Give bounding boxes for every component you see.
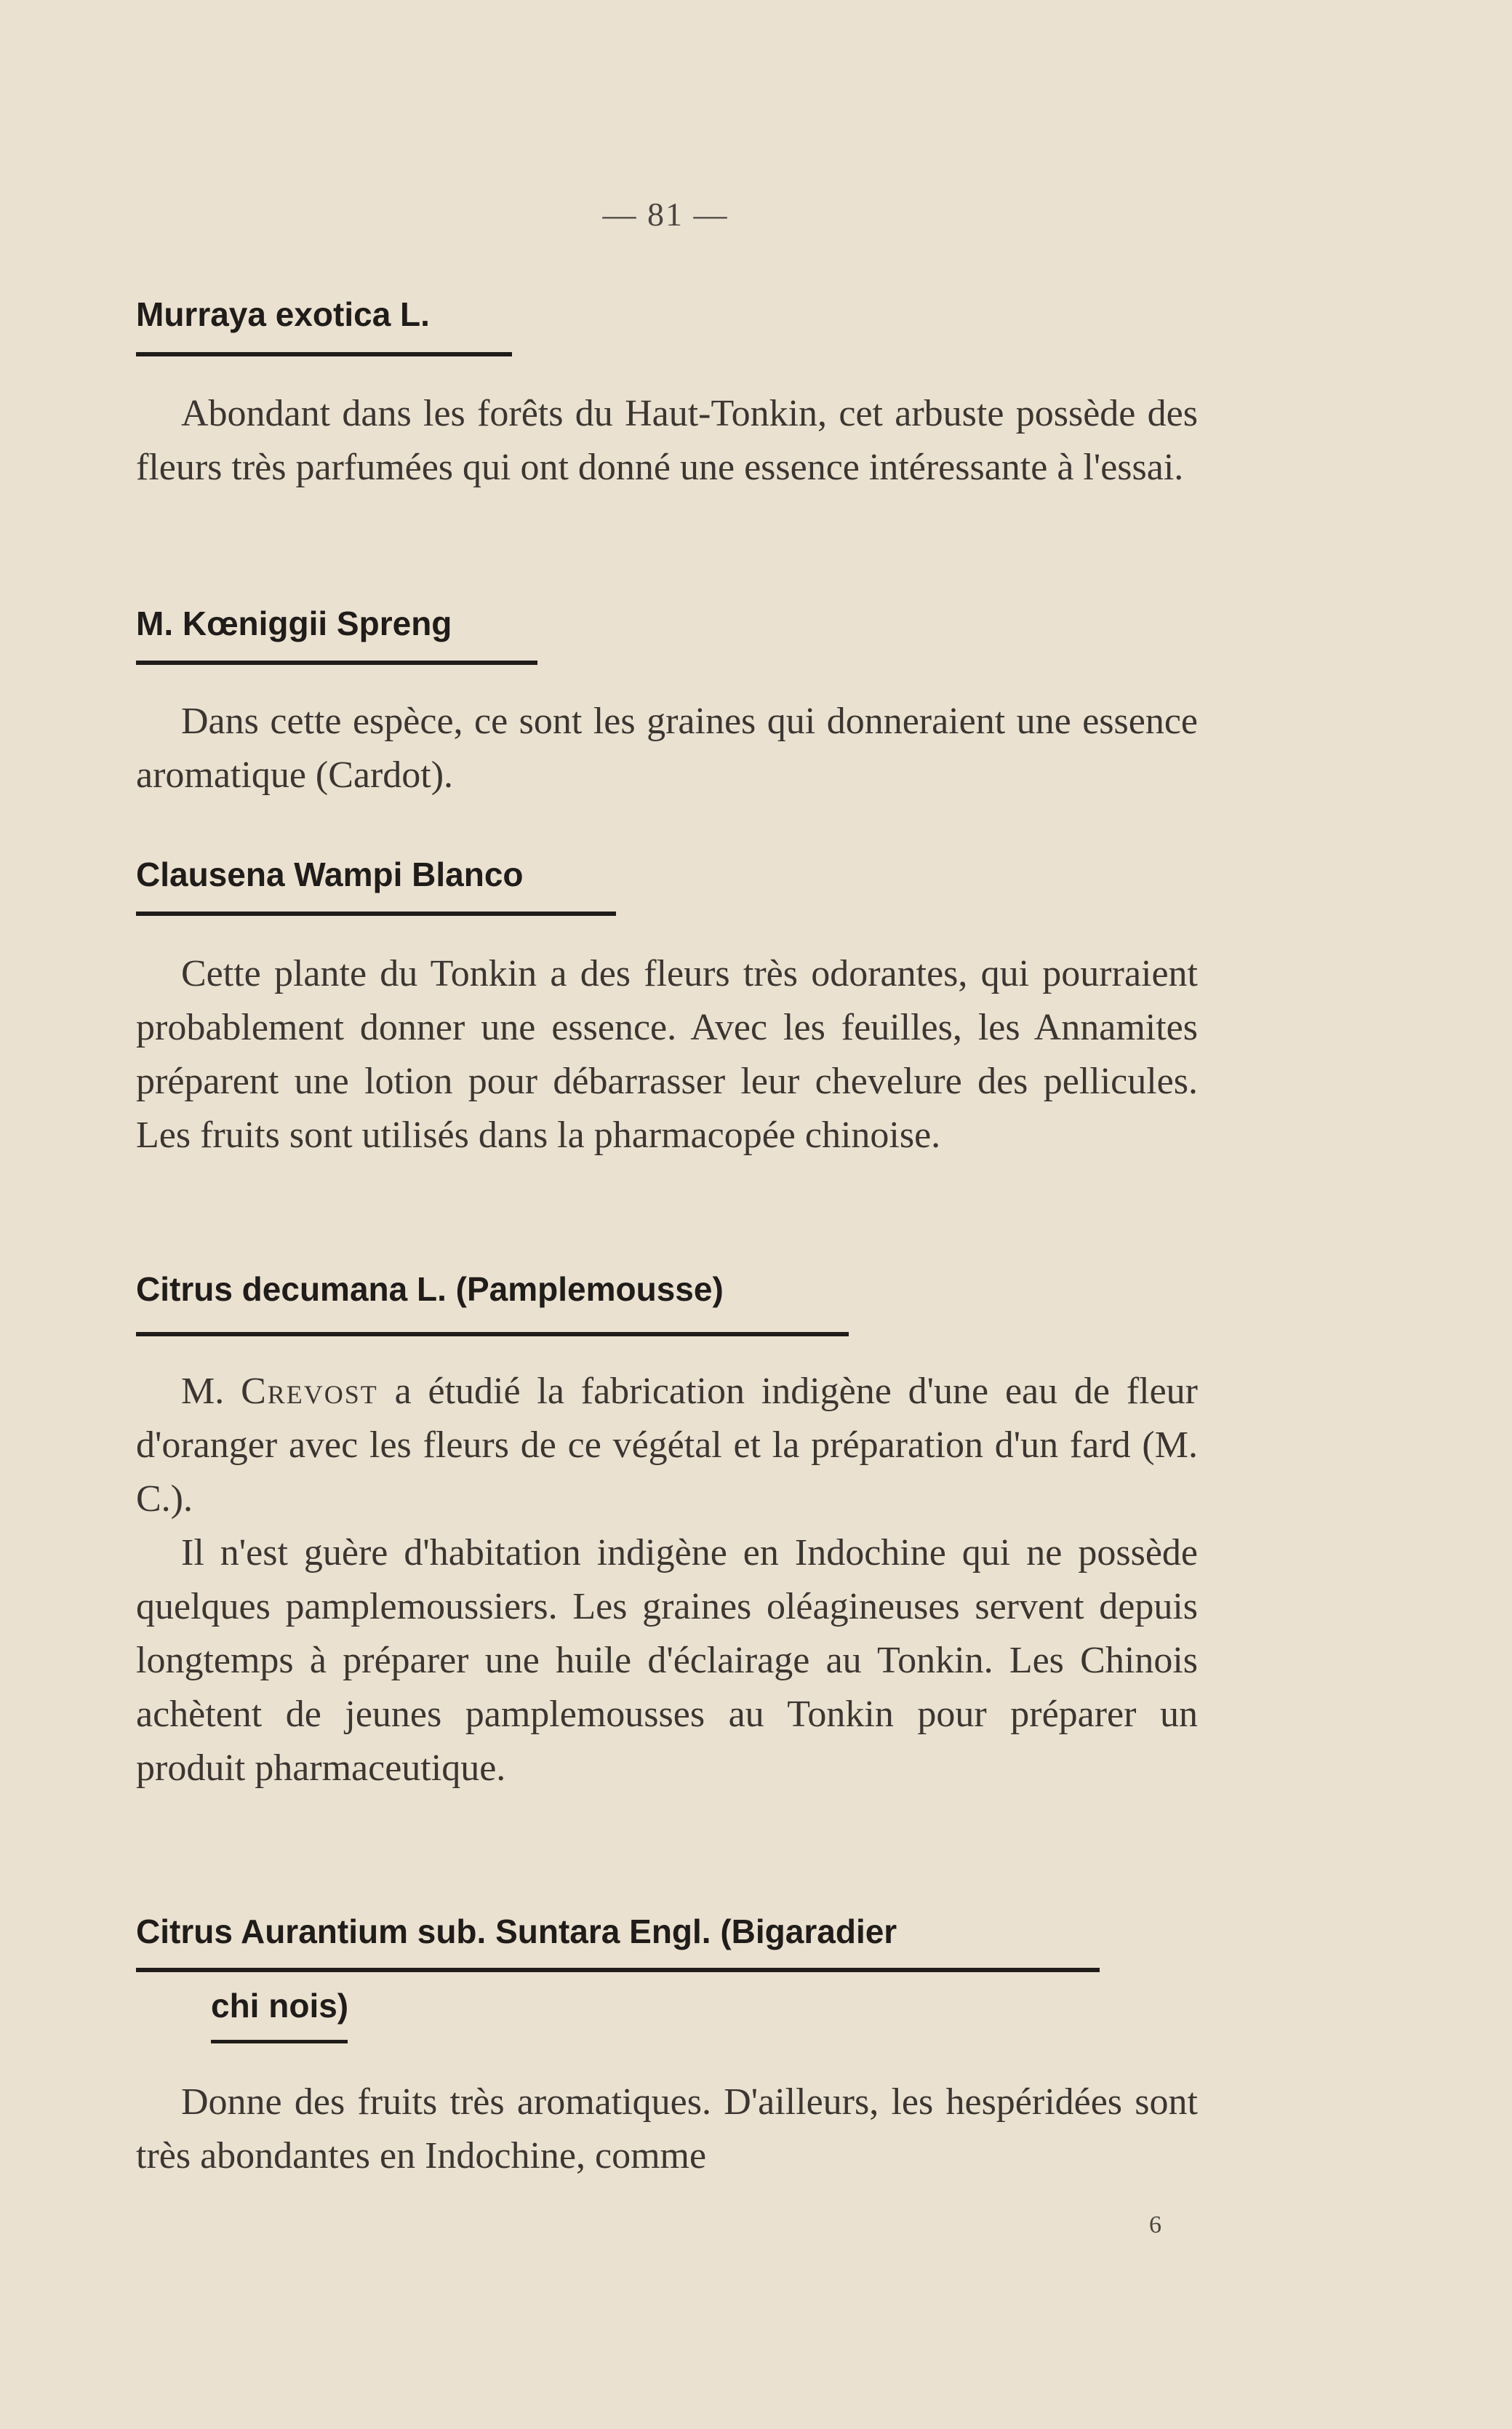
section-heading-citrus-aurantium: Citrus Aurantium sub. Suntara Engl. (Bigaradier xyxy=(136,1913,897,1950)
section-heading-citrus-decumana: Citrus decumana L. (Pamplemousse) xyxy=(136,1270,724,1308)
heading-underline xyxy=(136,1968,1100,1972)
section-paragraph-clausena-wampi: Cette plante du Tonkin a des fleurs très odorantes, qui pourraient probablement donner une essence. Avec les feuilles, les Annamites préparent une lotion pour débarrasser leur chevelure des pellicules. Les fruits sont utilisés dans la pharmacopée chinoise. xyxy=(136,953,1198,1156)
section-paragraph-citrus-decumana-1: M. Crevost a étudié la fabrication indigène d'une eau de fleur d'oranger avec les fleurs de ce végétal et la préparation d'un fard (M. C.). xyxy=(136,1371,1199,1520)
heading-underline xyxy=(136,912,616,916)
section-heading-clausena-wampi: Clausena Wampi Blanco xyxy=(136,855,524,893)
heading-underline xyxy=(136,661,537,665)
section-heading-citrus-aurantium-continued: chi nois) xyxy=(211,1987,349,2025)
author-name-crevost: Crevost xyxy=(241,1371,378,1412)
heading-underline xyxy=(136,352,512,356)
section-heading-m-koeniggii: M. Kœniggii Spreng xyxy=(136,605,452,642)
section-paragraph-citrus-aurantium: Donne des fruits très aromatiques. D'ailleurs, les hespéridées sont très abondantes en Indochine, comme xyxy=(136,2081,1198,2177)
section-paragraph-murraya-exotica: Abondant dans les forêts du Haut-Tonkin, cet arbuste possède des fleurs très parfumées qui ont donné une essence intéressante à l'essai. xyxy=(136,393,1198,488)
section-paragraph-m-koeniggii: Dans cette espèce, ce sont les graines qui donneraient une essence aromatique (Cardot). xyxy=(136,701,1198,796)
signature-mark: 6 xyxy=(1149,2211,1161,2238)
heading-underline xyxy=(211,2040,348,2043)
page-number: — 81 — xyxy=(602,196,729,233)
section-heading-murraya-exotica: Murraya exotica L. xyxy=(136,295,430,333)
section-paragraph-citrus-decumana-2: Il n'est guère d'habitation indigène en Indochine qui ne possède quelques pamplemoussiers. Les graines oléagineuses servent depuis longtemps à préparer une huile d'éclairage au Tonkin. Les Chinois achètent de jeunes pamplemousses au Tonkin pour préparer un produit pharmaceutique. xyxy=(136,1532,1198,1789)
heading-underline xyxy=(136,1332,849,1336)
